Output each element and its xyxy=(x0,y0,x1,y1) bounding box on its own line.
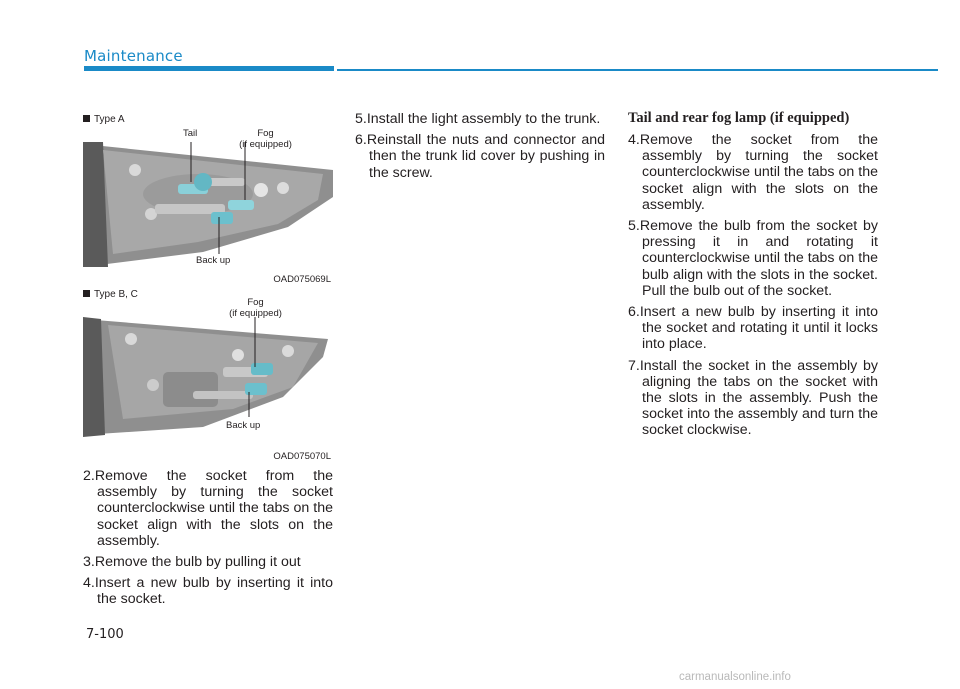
left-steps xyxy=(83,468,333,613)
figure-b-label-text: Type B, C xyxy=(94,289,138,300)
tail-lamp-photo-a xyxy=(83,142,333,272)
step-item: 7.Install the socket in the assembly by aligning the tabs on the socket with the slots in the assembly. Push the socket into the assembly and turn the socket clockwise. xyxy=(628,357,878,439)
right-steps xyxy=(628,132,878,444)
figure-a-code: OAD075069L xyxy=(273,274,331,285)
step-item: 3.Remove the bulb by pulling it out xyxy=(83,554,301,571)
figure-type-bc xyxy=(83,287,333,462)
step-item: 6.Reinstall the nuts and connector and then the trunk lid cover by pushing in the screw. xyxy=(355,132,605,181)
callout-fog-text: Fog xyxy=(257,128,274,139)
section-heading: Tail and rear fog lamp (if equipped) xyxy=(628,110,850,126)
step-item: 4.Insert a new bulb by inserting it into the socket. xyxy=(83,575,333,608)
step-item: 4.Remove the socket from the assembly by turning the socket counterclockwise until the tabs on the socket align with the slots on the assembly. xyxy=(628,132,878,213)
callout-fog xyxy=(233,128,298,150)
figure-b-code: OAD075070L xyxy=(273,451,331,462)
square-bullet-icon xyxy=(83,115,90,122)
callout-fog-note: (if equipped) xyxy=(239,139,292,150)
callout-backup: Back up xyxy=(196,255,231,266)
step-item: 2.Remove the socket from the assembly by turning the socket counterclockwise until the tabs on the socket align with the slots on the assembly. xyxy=(83,468,333,549)
tail-lamp-photo-bc xyxy=(83,317,333,462)
figure-type-a xyxy=(83,112,333,287)
callout-fog-text: Fog xyxy=(247,297,264,308)
middle-steps xyxy=(355,111,605,186)
callout-fog-note: (if equipped) xyxy=(229,308,282,319)
section-title: Maintenance xyxy=(84,47,183,65)
watermark: carmanualsonline.info xyxy=(679,671,791,683)
figure-a-label xyxy=(83,114,125,125)
callout-fog xyxy=(223,297,288,319)
step-item: 5.Remove the bulb from the socket by pressing it in and rotating it counterclockwise until the tabs on the bulb align with the slots in the socket. Pull the bulb out of the socket. xyxy=(628,218,878,299)
header-rule-accent xyxy=(84,66,334,71)
header-rule xyxy=(337,69,938,71)
step-item: 6.Insert a new bulb by inserting it into the socket and rotating it until it locks into place. xyxy=(628,304,878,353)
page-number: 7-100 xyxy=(86,627,124,642)
figure-b-label xyxy=(83,289,138,300)
callout-tail: Tail xyxy=(183,128,198,139)
step-item: 5.Install the light assembly to the trunk. xyxy=(355,111,601,127)
callout-backup: Back up xyxy=(226,420,261,431)
figure-a-label-text: Type A xyxy=(94,114,125,125)
square-bullet-icon xyxy=(83,290,90,297)
